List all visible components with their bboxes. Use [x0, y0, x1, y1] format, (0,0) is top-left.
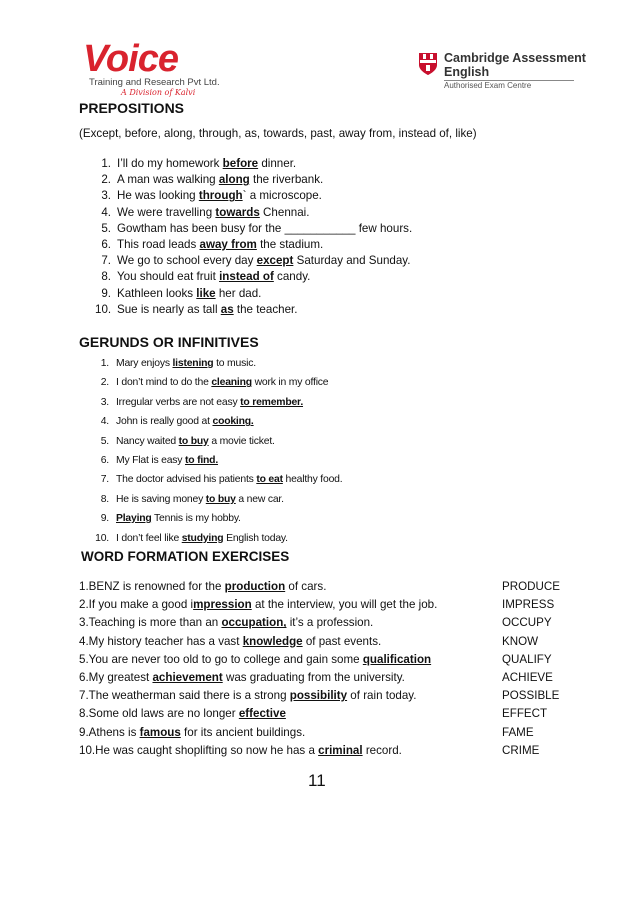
list-item [79, 616, 559, 629]
item-number: 5. [79, 652, 89, 666]
item-text-after: Saturday and Sunday. [293, 254, 411, 268]
item-answer: possibility [289, 689, 348, 703]
item-number: 1. [100, 358, 109, 369]
item-answer: Playing [116, 513, 152, 525]
item-number: 7. [101, 254, 111, 268]
list-item [79, 653, 559, 666]
root-word: PRODUCE [502, 580, 560, 593]
item-text-before: John is really good at [116, 416, 213, 428]
item-text-before: We go to school every day [117, 254, 257, 268]
list-item [95, 254, 410, 267]
item-text-after: dinner. [258, 157, 297, 170]
item-answer: studying [181, 532, 224, 544]
item-text-after: of past events. [302, 634, 382, 648]
item-text-before: Nancy waited [116, 435, 179, 447]
list-item [79, 635, 559, 648]
item-text-before: Gowtham has been busy for the [117, 221, 285, 235]
item-text-after: the stadium. [256, 238, 324, 251]
item-text-before: Kathleen looks [117, 286, 197, 300]
item-text-after: it’s a profession. [286, 616, 374, 630]
section-title-word-formation: WORD FORMATION EXERCISES [81, 549, 290, 564]
item-answer: instead of [219, 270, 274, 284]
item-text-before: A man was walking [117, 173, 219, 187]
list-item [95, 455, 218, 466]
item-number: 5. [101, 221, 111, 235]
item-answer: production [224, 580, 286, 593]
item-answer: to find. [184, 455, 219, 466]
item-number: 3. [101, 189, 111, 203]
item-number: 6. [100, 455, 109, 466]
cambridge-authorised: Authorised Exam Centre [444, 81, 532, 90]
root-word: QUALIFY [502, 652, 552, 666]
item-text-before: I don’t feel like [116, 532, 182, 544]
root-word: IMPRESS [502, 598, 555, 612]
item-number: 1. [79, 580, 89, 593]
item-text-after: the riverbank. [249, 173, 324, 187]
item-answer: occupation, [221, 616, 287, 630]
item-answer: criminal [318, 743, 363, 757]
item-text-after: for its ancient buildings. [180, 725, 306, 739]
item-text-after: of rain today. [347, 689, 417, 703]
item-text-before: We were travelling [117, 205, 216, 219]
list-item [95, 416, 254, 427]
item-text-before: Athens is [88, 725, 140, 739]
item-answer: towards [215, 205, 260, 219]
item-text-after: candy. [273, 270, 311, 284]
list-item [79, 580, 559, 593]
item-text-before: My greatest [88, 671, 153, 684]
item-text-after: at the interview, you will get the job. [251, 598, 438, 612]
root-word: KNOW [502, 634, 539, 648]
list-item [95, 474, 342, 485]
item-text-before: BENZ is renowned for the [88, 580, 225, 593]
list-item [95, 377, 328, 388]
root-word: OCCUPY [502, 616, 552, 630]
item-number: 2. [100, 377, 109, 389]
item-number: 3. [100, 396, 109, 408]
list-item [79, 726, 559, 739]
item-answer: cooking. [212, 416, 254, 428]
item-text-before: Teaching is more than an [88, 616, 222, 630]
item-text-after: of cars. [285, 580, 327, 593]
item-number: 3. [79, 616, 89, 630]
item-text-before: You should eat fruit [117, 270, 220, 284]
item-text-after: ___________ few hours. [284, 221, 413, 235]
item-number: 10. [95, 302, 112, 316]
item-answer: mpression [193, 598, 252, 612]
list-item [79, 671, 559, 684]
item-text-after: the teacher. [233, 302, 298, 316]
list-item [95, 270, 310, 283]
item-text-after: Chennai. [259, 205, 310, 219]
item-text-before: If you make a good i [88, 598, 194, 612]
list-item [95, 303, 297, 316]
item-number: 9. [100, 513, 109, 525]
list-item [95, 287, 261, 300]
item-text-after: to music. [213, 358, 256, 369]
item-text-before: The doctor advised his patients [116, 474, 257, 486]
item-text-before: This road leads [117, 238, 200, 251]
voice-subtitle: Training and Research Pvt Ltd. [89, 77, 220, 88]
item-text-before: He is saving money [116, 493, 206, 505]
section-title-gerunds: GERUNDS OR INFINITIVES [79, 334, 259, 350]
item-number: 4. [101, 205, 111, 219]
item-text-before: I’ll do my homework [117, 157, 223, 170]
item-text-after: a movie ticket. [208, 435, 275, 447]
voice-logo [83, 40, 218, 98]
item-answer: to eat [256, 474, 283, 486]
item-number: 6. [79, 671, 89, 684]
list-item [95, 358, 256, 369]
cambridge-title: Cambridge Assessment [444, 51, 586, 65]
item-text-after: Tennis is my hobby. [151, 513, 241, 525]
item-number: 2. [101, 173, 111, 187]
root-word: FAME [502, 725, 534, 739]
voice-brand: Voice [83, 38, 178, 80]
item-number: 10. [95, 532, 109, 544]
root-word: EFFECT [502, 707, 548, 721]
item-number: 9. [79, 725, 89, 739]
item-answer: listening [172, 358, 214, 369]
item-text-before: He was looking [117, 189, 199, 203]
voice-tagline: A Division of Kalvi [121, 88, 196, 97]
item-answer: to remember. [240, 396, 304, 408]
item-answer: before [222, 157, 259, 170]
item-text-before: He was caught shoplifting so now he has a [95, 743, 319, 757]
list-item [95, 436, 275, 447]
list-item [79, 707, 559, 720]
list-item [79, 744, 559, 757]
item-answer: as [220, 302, 234, 316]
prepositions-intro: (Except, before, along, through, as, towards, past, away from, instead of, like) [79, 127, 477, 140]
item-number: 4. [79, 634, 89, 648]
item-text-before: The weatherman said there is a strong [88, 689, 290, 703]
item-number: 8. [79, 707, 89, 721]
item-text-after: English today. [223, 532, 288, 544]
item-number: 7. [100, 474, 109, 486]
item-text-before: Some old laws are no longer [88, 707, 239, 721]
item-text-after: was graduating from the university. [222, 671, 405, 684]
item-number: 8. [100, 493, 109, 505]
item-answer: effective [238, 707, 286, 721]
item-text-before: Sue is nearly as tall [117, 302, 221, 316]
item-answer: away from [199, 238, 257, 251]
item-text-after: ` a microscope. [242, 189, 322, 203]
item-text-after: record. [362, 743, 402, 757]
list-item [95, 222, 412, 235]
item-text-before: Mary enjoys [116, 358, 173, 369]
root-word: POSSIBLE [502, 689, 560, 703]
item-text-before: You are never too old to go to college and gain some [88, 652, 363, 666]
cambridge-subtitle: English [444, 65, 490, 79]
item-answer: through [198, 189, 243, 203]
item-answer: famous [139, 725, 181, 739]
item-text-before: My Flat is easy [116, 455, 185, 466]
item-number: 6. [101, 238, 111, 251]
item-number: 8. [101, 270, 111, 284]
cambridge-logo [418, 51, 586, 92]
item-number: 2. [79, 598, 89, 612]
list-item [95, 206, 309, 219]
root-word: CRIME [502, 743, 540, 757]
page-number: 11 [308, 771, 326, 790]
item-number: 5. [100, 435, 109, 447]
item-answer: along [218, 173, 250, 187]
item-text-before: My history teacher has a vast [88, 634, 243, 648]
item-text-after: work in my office [251, 377, 329, 389]
list-item [95, 189, 322, 202]
item-number: 4. [100, 416, 109, 428]
list-item [95, 397, 303, 408]
list-item [79, 689, 559, 702]
item-number: 9. [101, 286, 111, 300]
root-word: ACHIEVE [502, 671, 553, 684]
item-number: 7. [79, 689, 89, 703]
item-answer: knowledge [242, 634, 303, 648]
item-text-after: her dad. [215, 286, 262, 300]
list-item [95, 173, 323, 186]
item-number: 1. [101, 157, 111, 170]
item-answer: cleaning [211, 377, 252, 389]
item-answer: like [196, 286, 216, 300]
list-item [79, 598, 559, 611]
item-answer: to buy [205, 493, 236, 505]
item-answer: achievement [152, 671, 223, 684]
list-item [95, 513, 241, 524]
section-title-prepositions: PREPOSITIONS [79, 100, 185, 116]
item-text-after: a new car. [235, 493, 284, 505]
list-item [95, 157, 296, 170]
cambridge-shield-icon [418, 52, 438, 76]
item-answer: except [256, 254, 294, 268]
list-item [95, 494, 284, 505]
item-text-before: I don’t mind to do the [116, 377, 212, 389]
item-number: 10. [79, 743, 96, 757]
list-item [95, 238, 323, 251]
item-text-before: Irregular verbs are not easy [116, 396, 241, 408]
item-answer: to buy [178, 435, 209, 447]
item-answer: qualification [362, 652, 432, 666]
item-text-after: healthy food. [282, 474, 343, 486]
list-item [95, 533, 288, 544]
